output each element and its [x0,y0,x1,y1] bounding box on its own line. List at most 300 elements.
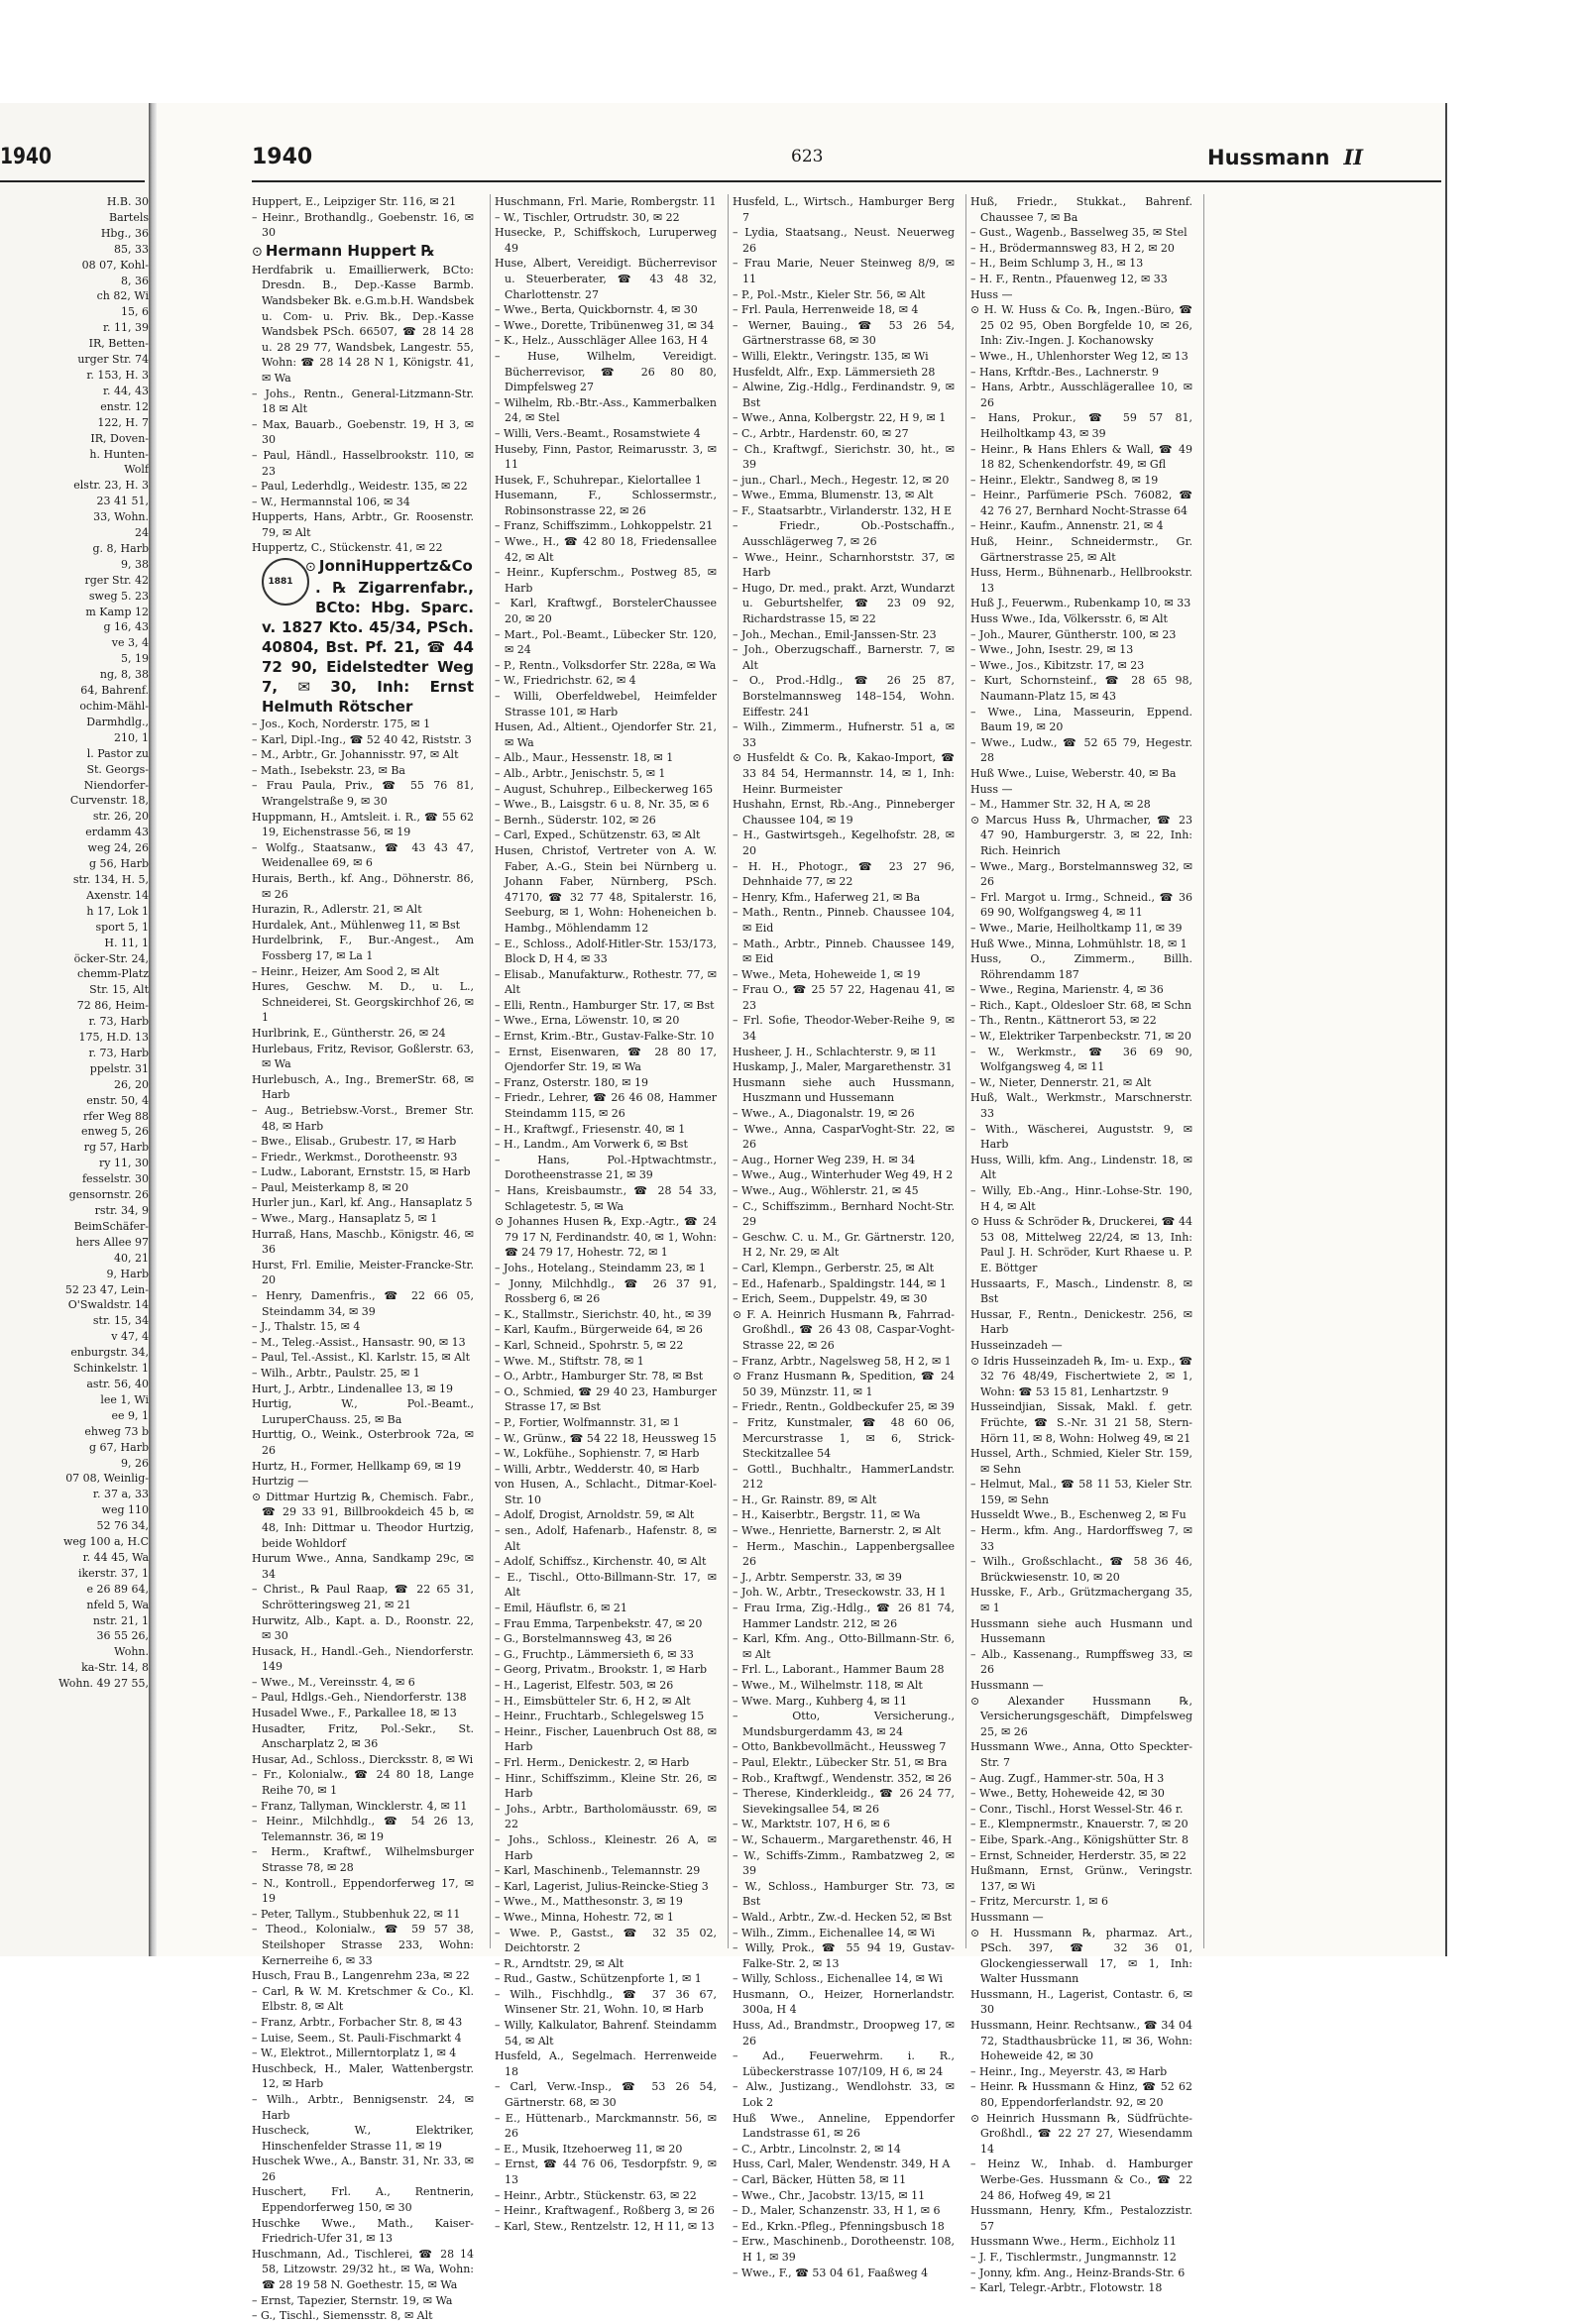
directory-entry [495,1369,717,1384]
directory-entry [970,1554,1192,1585]
previous-page-line: 36 55 26, [96,1629,149,1643]
previous-page-line: g 16, 43 [103,620,149,634]
directory-entry [495,1678,717,1694]
previous-page-line: 8, 36 [121,274,149,287]
directory-entry [970,1647,1192,1678]
entry-text: Huschek Wwe., A., Banstr. 31, Nr. 33, ✉ 26 [252,2155,474,2183]
directory-entry [733,1354,955,1370]
directory-entry [495,1910,717,1926]
directory-entry [495,1013,717,1029]
entry-text: Huss Wwe., Ida, Völkersstr. 6, ✉ Alt [970,612,1168,626]
directory-entry [733,673,955,719]
directory-entry [252,1150,474,1165]
directory-entry [495,1045,717,1075]
previous-page-line: ee 9, 1 [111,1408,149,1422]
directory-entry [970,673,1192,704]
directory-entry [252,2031,474,2047]
directory-entry [733,1786,955,1817]
directory-entry [733,1493,955,1508]
directory-entry [495,534,717,565]
page-header [157,145,1445,174]
entry-text: – Fr., Kolonialw., ☎ 24 80 18, Lange Reihe 70, ✉ 1 [252,1768,474,1798]
entry-text: Husen, Christof, Vertreter von A. W. Faber, A.-G., Stein bei Nürnberg u. Johann Faber, Nürnberg, PSch. 47170, ☎ 32 77 48, Spitalerstr. 16, Seeburg, ✉ 1, Wohn: Hoheneichen b. Hambg., Möhlendamm 12 [495,843,717,935]
entry-text: – Willi, Arbtr., Wedderstr. 40, ✉ Harb [495,1462,700,1476]
directory-entry [252,902,474,918]
directory-entry [970,302,1192,349]
entry-text: – Conr., Tischl., Horst Wessel-Str. 46 r. [970,1802,1184,1816]
previous-page-line: Curvenstr. 18, [69,794,149,808]
directory-entry [495,1987,717,2018]
directory-entry [970,518,1192,534]
entry-text: – Wwe., Marg., Borstelmannsweg 32, ✉ 26 [970,859,1192,889]
directory-entry [733,2142,955,2158]
entry-text: Hurdalek, Ant., Mühlenweg 11, ✉ Bst [252,918,461,932]
entry-text: – Adolf, Drogist, Arnoldstr. 59, ✉ Alt [495,1508,695,1522]
previous-page-rule [0,180,145,182]
entry-text: – Alb., Kassenang., Rumpffsweg 33, ✉ 26 [970,1647,1192,1677]
entry-text: – Wwe., F., ☎ 53 04 61, Faaßweg 4 [733,2266,929,2279]
directory-entry [970,859,1192,890]
entry-text: – Geschw. C. u. M., Gr. Gärtnerstr. 120, H 2, Nr. 29, ✉ Alt [733,1230,955,1260]
entry-text: – R., Arndtstr. 29, ✉ Alt [495,1956,624,1970]
previous-page-line: 5, 19 [121,652,149,666]
directory-entry [252,2061,474,2092]
previous-page-line: 9, Harb [106,1267,149,1280]
directory-entry [733,550,955,581]
directory-entry [970,241,1192,257]
entry-text: – Joh., Maurer, Güntherstr. 100, ✉ 23 [970,627,1177,641]
entry-text: Husemann, F., Schlossermstr., Robinsonstrasse 22, ✉ 26 [495,489,717,517]
entry-text: – Heinr., Kaufm., Annenstr. 21, ✉ 4 [970,519,1164,533]
entry-text: – Alwine, Zig.-Hdlg., Ferdinandstr. 9, ✉ Bst [733,381,955,409]
entry-text: – Friedr., Lehrer, ☎ 26 46 08, Hammer Steindamm 115, ✉ 26 [495,1091,717,1121]
directory-entry [733,2048,955,2079]
entry-text: – Karl, Schneid., Spohrstr. 5, ✉ 22 [495,1338,684,1352]
directory-entry [252,1134,474,1150]
entry-text: Hurtzig — [252,1475,309,1489]
previous-page-line: ochim-Mähl- [79,700,149,713]
previous-page-line: str. 134, H. 5, [72,872,149,886]
directory-entry [970,1678,1192,1694]
previous-page-line: Niendorfer- [83,778,149,792]
directory-entry [733,1709,955,1739]
entry-text: – Willi, Elektr., Veringstr. 135, ✉ Wi [733,349,929,363]
entry-text: – Wwe., Marie, Heilholtkamp 11, ✉ 39 [970,921,1183,935]
directory-entry [252,1706,474,1721]
entry-text: – Paul, Meisterkamp 8, ✉ 20 [252,1180,409,1194]
entry-text: – Wwe., M., Matthesonstr. 3, ✉ 19 [495,1895,683,1909]
directory-entry [970,1848,1192,1864]
entry-text: – Frau O., ☎ 25 57 22, Hagenau 41, ✉ 23 [733,983,955,1012]
entry-text: Hurazin, R., Adlerstr. 21, ✉ Alt [252,903,422,917]
directory-entry [252,1195,474,1211]
entry-text: – Erich, Seem., Duppelstr. 49, ✉ 30 [733,1292,928,1306]
entry-text: – Franz, Arbtr., Forbacher Str. 8, ✉ 43 [252,2015,463,2029]
entry-text: – Heinr., Kupferschm., Postweg 85, ✉ Harb [495,566,717,595]
entry-text: – Luise, Seem., St. Pauli-Fischmarkt 4 [252,2031,462,2045]
previous-page-line: chemm-Platz [76,967,149,981]
directory-entry [495,1354,717,1370]
directory-entry [252,1644,474,1675]
directory-entry [495,967,717,998]
entry-text: – G., Borstelmannsweg 43, ✉ 26 [495,1632,672,1646]
entry-text: – Gottl., Buchhaltr., HammerLandstr. 212 [733,1462,955,1492]
entry-text: Huß Wwe., Minna, Lohmühlstr. 18, ✉ 1 [970,937,1188,950]
entry-text: – Peter, Tallym., Stubbenhuk 22, ✉ 11 [252,1907,461,1921]
directory-entry [495,2203,717,2219]
directory-entry [252,1396,474,1427]
directory-entry [495,1601,717,1616]
directory-entry [495,1214,717,1261]
previous-page-line: nstr. 21, 1 [92,1613,149,1627]
entry-text: Hussmann siehe auch Husmann und Hussemann [970,1616,1192,1646]
directory-entry [252,747,474,763]
entry-text: – Wwe., Henriette, Barnerstr. 2, ✉ Alt [733,1524,941,1538]
previous-page-line: 40, 21 [114,1251,149,1265]
entry-text: – W., Elektrot., Millerntorplatz 1, ✉ 4 [252,2047,457,2060]
directory-entry [252,1258,474,1288]
directory-entry [970,410,1192,441]
entry-text: – Frl. Margot u. Irmg., Schneid., ☎ 36 69 90, Wolfgangsweg 4, ✉ 11 [970,890,1192,920]
directory-entry [252,1582,474,1612]
entry-text: Hurst, Frl. Emilie, Meister-Francke-Str. 20 [252,1258,474,1287]
entry-text: – Willy, Kalkulator, Bahrenf. Steindamm 54, ✉ Alt [495,2019,717,2047]
entry-text: – Wwe., Ludw., ☎ 52 65 79, Hegestr. 28 [970,735,1192,765]
previous-page-line: sweg 5. 23 [88,589,149,603]
directory-entry [495,1322,717,1338]
directory-entry [970,1771,1192,1787]
entry-text: – H., Beim Schlump 3, H., ✉ 13 [970,257,1144,271]
entry-text: – H., Brödermannsweg 83, H 2, ✉ 20 [970,241,1175,255]
previous-page-line: O'Swaldstr. 14 [67,1298,149,1312]
directory-entry [970,2266,1192,2281]
previous-page-line: r. 73, Harb [88,1046,149,1059]
directory-entry [970,2280,1192,2296]
directory-column-2 [490,194,717,2233]
directory-entry [733,2219,955,2235]
previous-page-line: rstr. 34, 9 [94,1204,149,1217]
entry-text: – H., Lagerist, Elfestr. 503, ✉ 26 [495,1679,674,1692]
directory-entry [252,1227,474,1258]
directory-entry [495,2048,717,2079]
entry-text: – Ernst, ☎ 44 76 06, Tesdorpfstr. 9, ✉ 13 [495,2158,717,2186]
directory-entry [733,797,955,828]
entry-text: – Wwe., Regina, Marienstr. 4, ✉ 36 [970,983,1164,997]
previous-page-line: r. 73, Harb [88,1015,149,1029]
directory-entry [733,194,955,225]
entry-text: Hurwitz, Alb., Kapt. a. D., Roonstr. 22, ✉ 30 [252,1613,474,1643]
directory-entry [495,1029,717,1045]
directory-entry [252,732,474,748]
entry-text: – E., Klempnermstr., Knauerstr. 7, ✉ 20 [970,1818,1189,1831]
entry-text: – Ernst, Tapezier, Sternstr. 19, ✉ Wa [252,2293,453,2307]
previous-page-line: 9, 38 [121,557,149,571]
directory-entry [970,1894,1192,1910]
previous-page-line: enburgstr. 34, [70,1346,149,1360]
entry-text: – Ernst, Schneider, Herderstr. 35, ✉ 22 [970,1848,1187,1862]
directory-entry [733,1075,955,1106]
entry-text: Huß, Friedr., Stukkat., Bahrenf. Chaussee 7, ✉ Ba [970,195,1192,224]
directory-entry [970,380,1192,410]
directory-entry [495,750,717,766]
directory-entry [252,1613,474,1644]
entry-text: Huss, Ad., Brandmstr., Droopweg 17, ✉ 26 [733,2019,955,2047]
directory-entry [970,272,1192,287]
directory-entry [733,518,955,549]
entry-text: – Friedr., Werkmst., Dorotheenstr. 93 [252,1150,458,1163]
entry-text: Hermann Huppert ℞ [265,241,435,260]
previous-page-lines [2,194,149,1692]
directory-entry [970,473,1192,489]
entry-text: – Ernst, Eisenwaren, ☎ 28 80 17, Ojendorfer Str. 19, ✉ Wa [495,1045,717,1074]
directory-entry [970,194,1192,225]
entry-text: – Alb., Arbtr., Jenischstr. 5, ✉ 1 [495,766,666,780]
entry-text: – Wilh., Arbtr., Bennigsenstr. 24, ✉ Harb [252,2092,474,2122]
entry-text: – Theod., Kolonialw., ☎ 59 57 38, Steilshoper Strasse 233, Wohn: Kernerreihe 6, ✉ 33 [252,1923,474,1967]
entry-text: – Wwe., Heinr., Scharnhorststr. 37, ✉ Harb [733,550,955,580]
entry-text: – Elli, Rentn., Hamburger Str. 17, ✉ Bst [495,998,715,1012]
directory-entry [495,210,717,226]
entry-text: Hußmann, Ernst, Grünw., Veringstr. 137, ✉ Wi [970,1864,1192,1893]
directory-entry [970,998,1192,1014]
directory-entry [970,921,1192,937]
entry-text: Huss, O., Zimmerm., Billh. Röhrendamm 187 [970,952,1192,981]
entry-text: – Christ., ℞ Paul Raap, ☎ 22 65 31, Schrötteringsweg 21, ✉ 21 [252,1583,474,1611]
entry-text: – Math., Rentn., Pinneb. Chaussee 104, ✉ Eid [733,906,955,935]
previous-page-line: l. Pastor zu [86,746,149,760]
directory-entry [733,1971,955,1987]
entry-text: – Aug., Horner Weg 239, H. ✉ 34 [733,1153,916,1166]
directory-entry [495,937,717,967]
entry-text: – Wwe., Meta, Hoheweide 1, ✉ 19 [733,967,921,981]
entry-text: – sen., Adolf, Hafenarb., Hafenstr. 8, ✉ Alt [495,1524,717,1553]
entry-text: – Heinr., Heizer, Am Sood 2, ✉ Alt [252,964,439,978]
firm-marker-icon: ⊙ [305,560,316,576]
entry-text: – Herm., Maschin., Lappenbergsallee 26 [733,1539,955,1569]
entry-text: – Alw., Justizang., Wendlohstr. 33, ✉ Lok 2 [733,2080,955,2110]
directory-entry [733,1817,955,1832]
entry-text: Husch, Frau B., Langenrehm 23a, ✉ 22 [252,1969,470,1983]
entry-text: – Heinr., ℞ Hans Ehlers & Wall, ☎ 49 18 82, Schenkendorfstr. 49, ✉ Gfl [970,442,1192,472]
entry-text: – Willy, Schloss., Eichenallee 14, ✉ Wi [733,1972,943,1986]
entry-text: – Wwe., H., Uhlenhorster Weg 12, ✉ 13 [970,349,1189,363]
previous-page-line: r. 153, H. 3 [86,368,149,382]
entry-text: – Mart., Pol.-Beamt., Lübecker Str. 120, ✉ 24 [495,627,717,657]
directory-entry [733,2079,955,2110]
directory-entry [970,1307,1192,1338]
entry-text: Hushahn, Ernst, Rb.-Ang., Pinneberger Chaussee 104, ✉ 19 [733,798,955,827]
directory-entry [970,766,1192,782]
entry-text: – Paul, Händl., Hasselbrookstr. 110, ✉ 23 [252,448,474,478]
previous-page-line: Wohn. [114,1645,149,1659]
entry-text: – Wwe., Chr., Jacobstr. 13/15, ✉ 11 [733,2188,926,2202]
entry-text: – Kurt, Schornsteinf., ☎ 28 65 98, Naumann-Platz 15, ✉ 43 [970,674,1192,703]
entry-text: – Lydia, Staatsang., Neust. Neuerweg 26 [733,226,955,255]
entry-text: – Heinr., Brothandlg., Goebenstr. 16, ✉ 30 [252,210,474,240]
entry-text: ⊙ Marcus Huss ℞, Uhrmacher, ☎ 23 47 90, Hamburgerstr. 3, ✉ 22, Inh: Rich. Heinrich [970,813,1192,857]
previous-page-line: weg 100 a, H.C [62,1535,149,1549]
directory-entry [970,1029,1192,1045]
directory-entry [970,2111,1192,2158]
directory-entry [970,705,1192,735]
entry-text: – Johs., Arbtr., Bartholomäusstr. 69, ✉ 22 [495,1802,717,1831]
directory-column-5 [1203,194,1430,1948]
directory-page [157,103,1447,2323]
directory-entry [495,1879,717,1895]
entry-text: – Carl, Bäcker, Hütten 58, ✉ 11 [733,2173,907,2186]
entry-text: – Wwe., B., Laisgstr. 6 u. 8, Nr. 35, ✉ 6 [495,798,710,812]
entry-text: – Johs., Schloss., Kleinestr. 26 A, ✉ Harb [495,1832,717,1862]
previous-page-line: 23 41 51, [96,495,149,508]
header-volume: II [1343,145,1364,169]
directory-entry [495,797,717,813]
entry-text: – Carl, Exped., Schützenstr. 63, ✉ Alt [495,829,701,842]
entry-text: – H. F., Rentn., Pfauenweg 12, ✉ 33 [970,272,1168,285]
directory-entry [970,937,1192,952]
entry-text: – Heinr., Milchhdlg., ☎ 54 26 13, Telemannstr. 36, ✉ 19 [252,1815,474,1843]
directory-entry [252,1211,474,1227]
directory-entry [495,1153,717,1183]
entry-text: Husen, Ad., Altient., Ojendorfer Str. 21, ✉ Wa [495,720,717,749]
directory-entry [733,349,955,365]
directory-entry [733,1848,955,1879]
entry-text: – W., Schloss., Hamburger Str. 73, ✉ Bst [733,1879,955,1909]
directory-entry [495,395,717,426]
entry-text: – Karl, Lagerist, Julius-Reincke-Stieg 3 [495,1879,709,1893]
directory-entry [252,479,474,495]
entry-text: – F., Staatsarbtr., Virlanderstr. 132, H E [733,503,953,517]
entry-text: – Karl, Kfm. Ang., Otto-Billmann-Str. 6, ✉ Alt [733,1632,955,1661]
directory-entry [495,998,717,1014]
entry-text: – Wwe., Minna, Hohestr. 72, ✉ 1 [495,1910,674,1924]
entry-text: Hurtig, W., Pol.-Beamt., LuruperChauss. 25, ✉ Ba [252,1397,474,1426]
entry-text: – Ed., Hafenarb., Spaldingstr. 144, ✉ 1 [733,1276,947,1290]
entry-text: ⊙ Husfeldt & Co. ℞, Kakao-Import, ☎ 33 84 54, Hermannstr. 14, ✉ 1, Inh: Heinr. Burmeister [733,751,955,796]
previous-page-line: rg 57, Harb [83,1141,149,1155]
directory-entry [252,2092,474,2123]
directory-entry [733,581,955,627]
directory-entry [495,1384,717,1415]
directory-entry [495,302,717,318]
directory-entry [970,1739,1192,1770]
directory-entry [970,1013,1192,1029]
directory-entry [252,1335,474,1351]
entry-text: Husar, Ad., Schloss., Diercksstr. 8, ✉ Wi [252,1752,474,1766]
entry-text: – Alb., Maur., Hessenstr. 18, ✉ 1 [495,751,674,765]
entry-text: – Wwe., Lina, Masseurin, Eppend. Baum 19, ✉ 20 [970,705,1192,734]
directory-entry [495,673,717,689]
entry-text: ⊙ H. W. Huss & Co. ℞, Ingen.-Büro, ☎ 25 02 95, Oben Borgfelde 10, ✉ 26, Inh: Ziv.-Ingen. J. Kochanowsky [970,303,1192,348]
entry-text: Hurum Wwe., Anna, Sandkamp 29c, ✉ 34 [252,1552,474,1581]
entry-text: Huss, Willi, kfm. Ang., Lindenstr. 18, ✉ Alt [970,1153,1192,1182]
directory-entry [970,1926,1192,1987]
directory-entry [970,890,1192,921]
entry-text: ⊙ H. Hussmann ℞, pharmaz. Art., PSch. 397, ☎ 32 36 01, Glockengiesserwall 17, ✉ 1, Inh: Walter Hussmann [970,1926,1192,1986]
entry-text: ⊙ Franz Husmann ℞, Spedition, ☎ 24 50 39, Münzstr. 11, ✉ 1 [733,1370,955,1398]
directory-entry [252,1459,474,1475]
directory-entry [733,380,955,410]
directory-entry [970,2079,1192,2110]
previous-page-line: str. 15, 34 [92,1314,149,1328]
directory-entry [733,302,955,318]
entry-text: – H., Kraftwgf., Friesenstr. 40, ✉ 1 [495,1122,686,1136]
previous-page-line: 08 07, Kohl- [81,258,149,272]
previous-page-line: rfer Weg 88 [82,1109,149,1123]
entry-text: – Frl. Herm., Denickestr. 2, ✉ Harb [495,1755,690,1769]
entry-text: – Werner, Bauing., ☎ 53 26 54, Gärtnerstrasse 68, ✉ 30 [733,318,955,348]
directory-entry [495,333,717,349]
entry-text: Hussar, F., Rentn., Denickestr. 256, ✉ Harb [970,1307,1192,1337]
previous-page-line: 52 23 47, Lein- [64,1282,149,1296]
entry-text: – W., Schauerm., Margarethenstr. 46, H [733,1832,953,1846]
directory-entry [252,1876,474,1907]
directory-entry [252,2015,474,2031]
entry-text: – Aug., Betriebsw.-Vorst., Bremer Str. 48, ✉ Harb [252,1103,474,1133]
previous-page-line: e 26 89 64, [86,1582,149,1596]
entry-text: Hurt, J., Arbtr., Lindenallee 13, ✉ 19 [252,1382,453,1395]
previous-page-line: H.B. 30 [106,195,149,208]
entry-text: – Wwe., John, Isestr. 29, ✉ 13 [970,643,1134,657]
entry-text: – Erw., Maschinenb., Dorotheenstr. 108, H 1, ✉ 39 [733,2235,955,2264]
previous-page-line: 175, H.D. 13 [78,1031,149,1045]
directory-entry [252,918,474,934]
entry-text: Hupperts, Hans, Arbtr., Gr. Roosenstr. 79, ✉ Alt [252,510,474,539]
directory-entry [252,1814,474,1844]
entry-text: – Heinr. ℞ Hussmann & Hinz, ☎ 52 62 80, Eppendorferlandstr. 92, ✉ 20 [970,2080,1192,2110]
directory-entry [252,2123,474,2154]
entry-text: – Paul, Hdlgs.-Geh., Niendorferstr. 138 [252,1691,467,1705]
directory-entry [733,1013,955,1044]
directory-entry [495,1122,717,1138]
entry-text: Husfeldt, Alfr., Exp. Lämmersieth 28 [733,365,936,379]
directory-entry [495,1183,717,1214]
entry-text: – H., Eimsbütteler Str. 6, H 2, ✉ Alt [495,1694,691,1708]
directory-entry [733,1631,955,1662]
entry-text: – M., Hammer Str. 32, H A, ✉ 28 [970,798,1151,812]
entry-text: – Joh., Mechan., Emil-Janssen-Str. 23 [733,627,937,641]
directory-entry [733,1755,955,1771]
directory-entry [733,1940,955,1971]
previous-page-line: ch 82, Wi [96,289,149,303]
directory-column-4 [965,194,1192,2295]
entry-text: – C., Schiffszimm., Bernhard Nocht-Str. 29 [733,1199,955,1229]
entry-text: – Carl, Klempn., Gerberstr. 25, ✉ Alt [733,1261,935,1274]
previous-page-line: rger Str. 42 [84,573,149,587]
directory-entry [252,2247,474,2293]
previous-page-line: g 67, Harb [89,1440,149,1454]
directory-entry [733,642,955,673]
directory-entry [733,1415,955,1462]
entry-text: – Frau Paula, Priv., ☎ 55 76 81, Wrangelstraße 9, ✉ 30 [252,779,474,809]
previous-page-line: lee 1, Wi [100,1392,149,1406]
directory-entry [252,1675,474,1691]
directory-entry [495,2188,717,2204]
entry-text: – Fritz, Mercurstr. 1, ✉ 6 [970,1895,1108,1909]
previous-page-line: 9, 26 [121,1456,149,1470]
directory-entry [733,1276,955,1292]
directory-entry [970,797,1192,813]
directory-entry [252,509,474,540]
entry-text: – Georg, Privatm., Brookstr. 1, ✉ Harb [495,1663,708,1677]
directory-entry [733,1585,955,1601]
entry-text: – Wwe., Marg., Hansaplatz 5, ✉ 1 [252,1212,438,1226]
directory-entry [495,1771,717,1802]
previous-page-year: 1940 [0,145,53,169]
directory-entry [733,967,955,983]
entry-text: – Karl, Maschinenb., Telemannstr. 29 [495,1864,701,1878]
entry-text: – Jonny, kfm. Ang., Heinz-Brands-Str. 6 [970,2266,1186,2279]
entry-text: – H., Gastwirtsgeh., Kegelhofstr. 28, ✉ 20 [733,829,955,857]
